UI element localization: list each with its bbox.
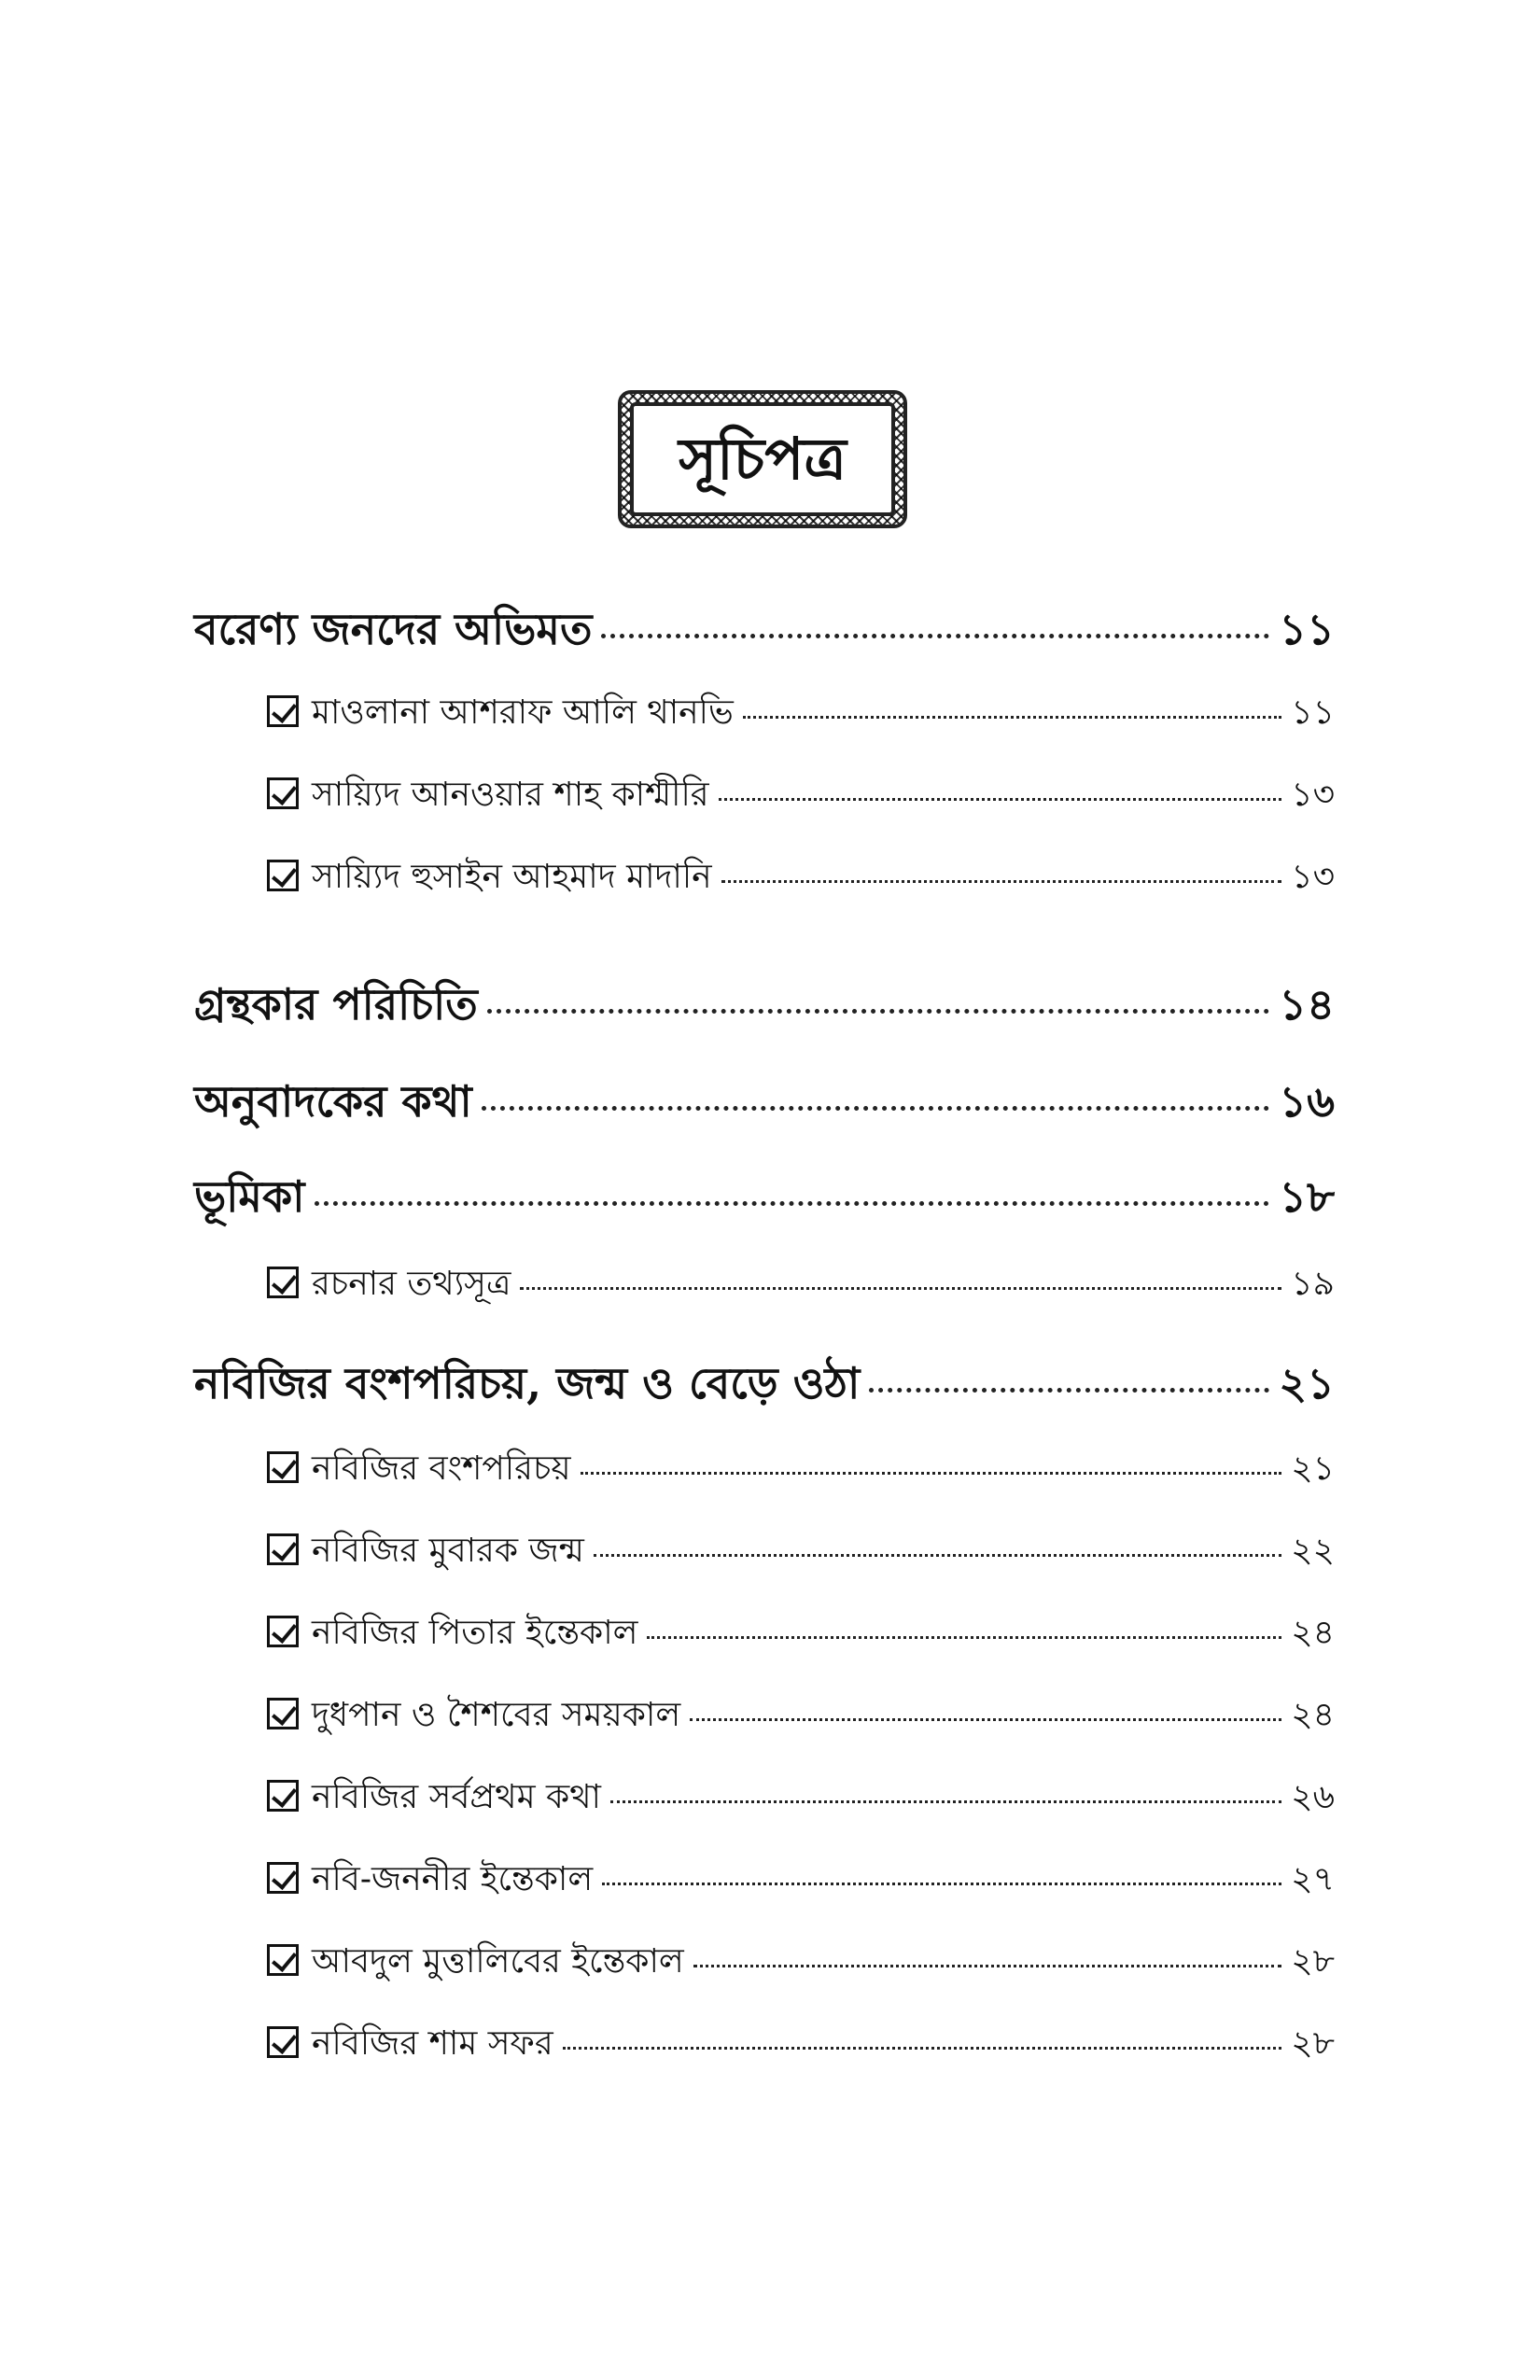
toc-subentry[interactable] (267, 1854, 1335, 1910)
checkbox-checked-icon (267, 1698, 299, 1729)
dot-leader (719, 798, 1282, 801)
toc-page-number: ১৪ (1279, 979, 1335, 1029)
toc-entry-label: নবিজির বংশপরিচয়, জন্ম ও বেড়ে ওঠা (194, 1358, 861, 1408)
dot-leader (602, 1883, 1281, 1885)
toc-subentry-label: নবিজির পিতার ইন্তেকাল (312, 1614, 638, 1652)
checkbox-checked-icon (267, 1944, 299, 1976)
title-frame (618, 390, 907, 528)
toc-page-number: ২৮ (1291, 2024, 1335, 2063)
dot-leader (690, 1718, 1281, 1721)
toc-entry-label: ভূমিকা (194, 1171, 305, 1222)
dot-leader (693, 1965, 1282, 1967)
toc-subentry-label: রচনার তথ্যসূত্র (312, 1265, 511, 1303)
checkbox-checked-icon (267, 695, 299, 727)
dot-leader (315, 1201, 1270, 1206)
dot-leader (487, 1009, 1269, 1014)
dot-leader (482, 1106, 1270, 1111)
toc-page-number: ১৯ (1291, 1265, 1335, 1303)
toc-subentry-label: নবিজির শাম সফর (312, 2024, 553, 2063)
checkbox-checked-icon (267, 860, 299, 891)
toc-subentry-label: নবি-জননীর ইন্তেকাল (312, 1860, 594, 1898)
dot-leader (721, 880, 1282, 883)
dot-leader (563, 2047, 1282, 2050)
toc-subentry-label: নবিজির সর্বপ্রথম কথা (312, 1778, 601, 1816)
toc-page-number: ১১ (1291, 693, 1335, 732)
toc-subentry[interactable] (267, 687, 1335, 743)
toc-page-number: ১৩ (1291, 858, 1335, 896)
toc-page-number: ১৩ (1291, 776, 1335, 814)
toc-subentry[interactable] (267, 851, 1335, 907)
toc-subentry[interactable] (267, 1771, 1335, 1827)
toc-page-number: ২৪ (1291, 1614, 1335, 1652)
toc-subentry-label: সায়্যিদ হুসাইন আহমাদ মাদানি (312, 858, 712, 896)
dot-leader (647, 1636, 1281, 1639)
toc-subentry[interactable] (267, 1525, 1335, 1581)
dot-leader (601, 634, 1269, 638)
toc-subentry-label: নবিজির বংশপরিচয় (312, 1449, 571, 1488)
dot-leader (869, 1388, 1269, 1393)
checkbox-checked-icon (267, 1533, 299, 1565)
toc-entry-label: বরেণ্য জনদের অভিমত (194, 604, 593, 654)
toc-entry[interactable] (194, 1351, 1335, 1422)
toc-entry[interactable] (194, 1165, 1335, 1236)
checkbox-checked-icon (267, 777, 299, 809)
toc-page-number: ২১ (1279, 1358, 1335, 1408)
toc-page-number: ২২ (1291, 1532, 1335, 1570)
toc-subentry[interactable] (267, 2018, 1335, 2074)
toc-page-number: ১১ (1279, 604, 1335, 654)
dot-leader (594, 1554, 1281, 1557)
toc-subentry-label: আবদুল মুত্তালিবের ইন্তেকাল (312, 1942, 684, 1981)
toc-page-number: ২১ (1291, 1449, 1335, 1488)
toc-subentry-label: মাওলানা আশরাফ আলি থানভি (312, 693, 734, 732)
toc-page-number: ১৮ (1279, 1171, 1335, 1222)
checkbox-checked-icon (267, 2026, 299, 2058)
toc-entry[interactable] (194, 973, 1335, 1043)
toc-entry[interactable] (194, 1070, 1335, 1141)
page-title: সূচিপত্র (679, 425, 847, 493)
checkbox-checked-icon (267, 1862, 299, 1894)
toc-subentry-label: সায়্যিদ আনওয়ার শাহ কাশ্মীরি (312, 776, 709, 814)
dot-leader (743, 716, 1281, 719)
toc-entry-label: অনুবাদকের কথা (194, 1076, 472, 1127)
toc-subentry[interactable] (267, 1689, 1335, 1745)
toc-page-number: ২৮ (1291, 1942, 1335, 1981)
dot-leader (581, 1472, 1282, 1475)
dot-leader (520, 1287, 1281, 1290)
checkbox-checked-icon (267, 1451, 299, 1483)
toc-subentry[interactable] (267, 1607, 1335, 1663)
dot-leader (610, 1800, 1281, 1803)
checkbox-checked-icon (267, 1616, 299, 1647)
toc-page-number: ২৭ (1291, 1860, 1335, 1898)
toc-page-number: ২৪ (1291, 1696, 1335, 1734)
title-box (630, 402, 895, 516)
toc-subentry-label: নবিজির মুবারক জন্ম (312, 1532, 584, 1570)
toc-subentry-label: দুধপান ও শৈশবের সময়কাল (312, 1696, 681, 1734)
checkbox-checked-icon (267, 1267, 299, 1298)
toc-entry[interactable] (194, 597, 1335, 668)
toc-subentry[interactable] (267, 769, 1335, 825)
checkbox-checked-icon (267, 1780, 299, 1812)
toc-subentry[interactable] (267, 1443, 1335, 1499)
toc-subentry[interactable] (267, 1936, 1335, 1992)
toc-subentry[interactable] (267, 1258, 1335, 1314)
toc-page-number: ১৬ (1279, 1076, 1335, 1127)
toc-page-number: ২৬ (1291, 1778, 1335, 1816)
toc-entry-label: গ্রন্থকার পরিচিতি (194, 979, 478, 1029)
